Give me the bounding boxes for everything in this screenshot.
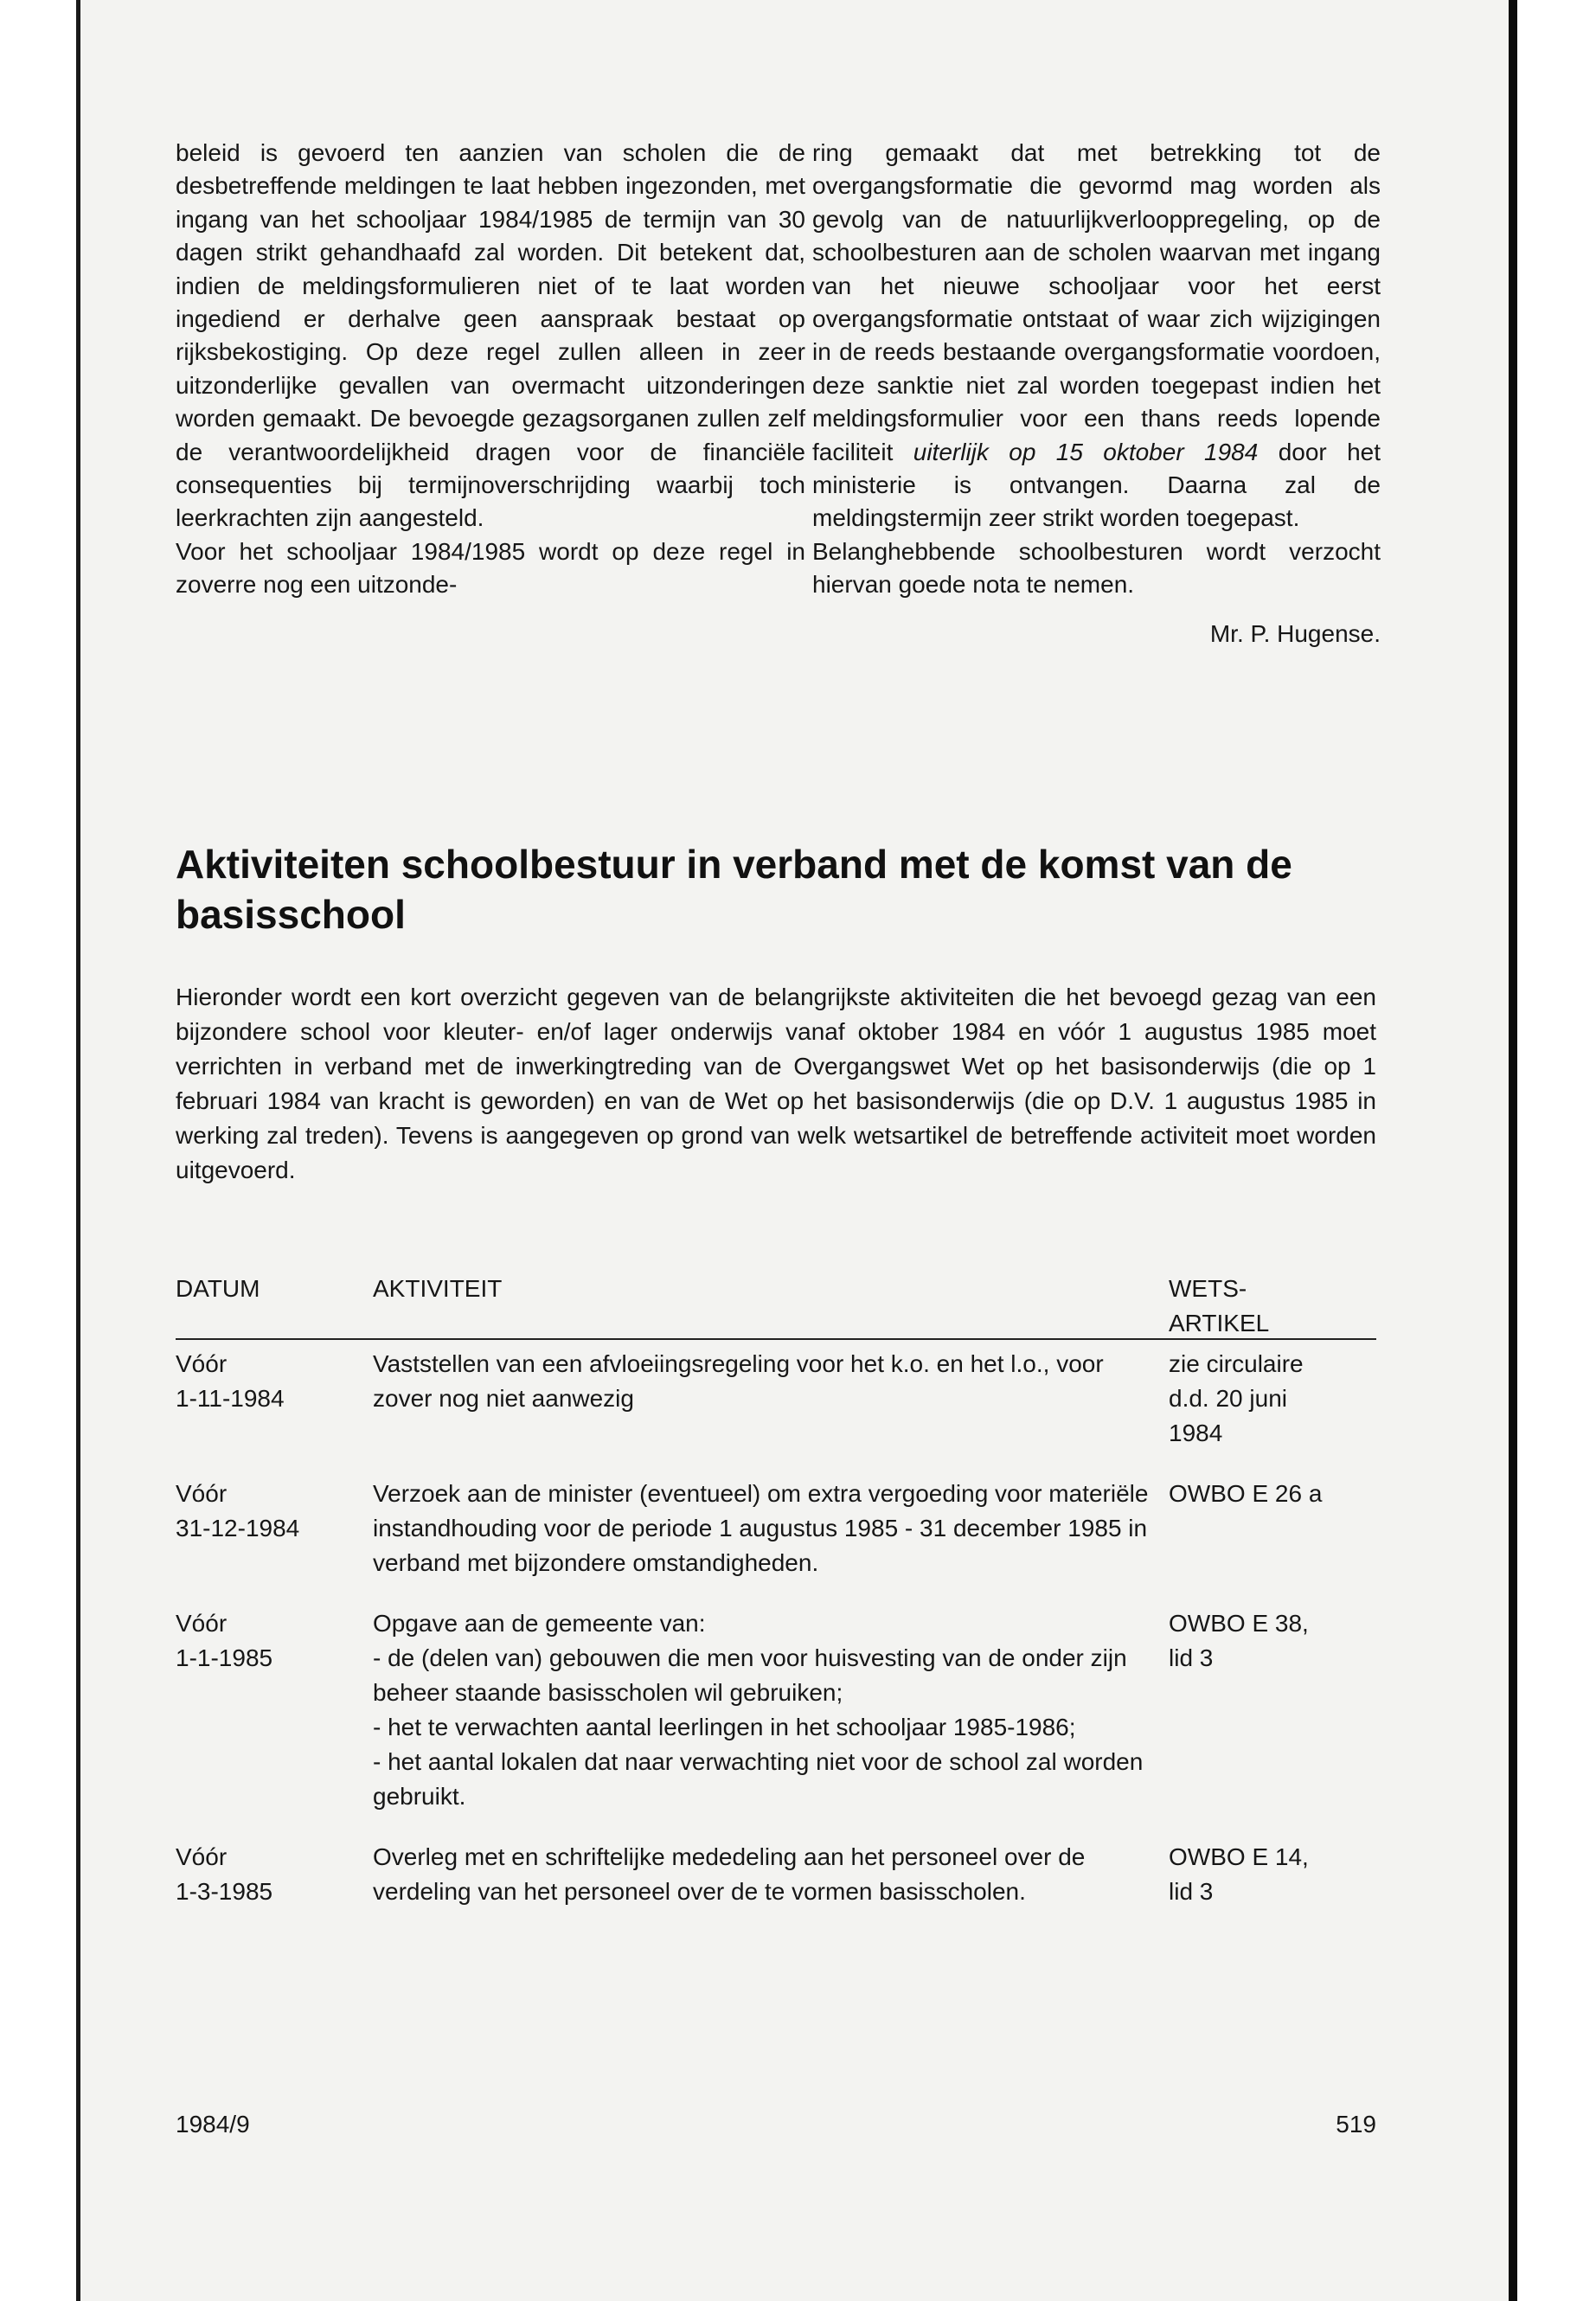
row-aktiviteit: Verzoek aan de minister (eventueel) om extra vergoeding voor materiële instandhouding voor de periode 1 augustus 1985 - 31 december 1985 in verband met bijzondere omstandigheden. <box>373 1480 1149 1576</box>
left-text-column <box>176 137 805 602</box>
header-datum: DATUM <box>176 1275 260 1302</box>
issue-number: 1984/9 <box>176 2111 250 2138</box>
row-aktiviteit: Vaststellen van een afvloeiingsregeling voor het k.o. en het l.o., voor zover nog niet aanwezig <box>373 1350 1104 1412</box>
left-paragraph-1: beleid is gevoerd ten aanzien van scholen die de desbetreffende meldingen te laat hebben ingezonden, met ingang van het schooljaar 1984/1985 de termijn van 30 dagen strikt gehandhaafd zal worden. Dit betekent dat, indien de meldingsformulieren niet of te laat worden ingediend er derhalve geen aanspraak bestaat op rijksbekostiging. Op deze regel zullen alleen in zeer uitzonderlijke gevallen van overmacht uitzonderingen worden gemaakt. De bevoegde gezagsorganen zullen zelf de verantwoordelijkheid dragen voor de financiële consequenties bij termijnoverschrijding waarbij toch leerkrachten zijn aangesteld. <box>176 139 805 532</box>
activities-table <box>176 1267 1376 1909</box>
intro-paragraph: Hieronder wordt een kort overzicht gegeven van de belangrijkste aktiviteiten die het bevoegd gezag van een bijzondere school voor kleuter- en/of lager onderwijs vanaf oktober 1984 en vóór 1 augustus 1985 moet verrichten in verband met de inwerkingtreding van de Overgangswet Wet op het basisonderwijs (die op 1 februari 1984 van kracht is geworden) en van de Wet op het basisonderwijs (die op D.V. 1 augustus 1985 in werking zal treden). Tevens is aangegeven op grond van welk wetsartikel de betreffende activiteit moet worden uitgevoerd. <box>176 984 1376 1183</box>
signature: Mr. P. Hugense. <box>1209 619 1381 647</box>
table-row <box>176 1840 1376 1909</box>
row-artikel: OWBO E 14, lid 3 <box>1169 1843 1309 1905</box>
document-page <box>76 0 1517 2301</box>
row-artikel: OWBO E 26 a <box>1169 1480 1323 1507</box>
row-aktiviteit: Overleg met en schriftelijke mededeling aan het personeel over de verdeling van het personeel over de te vormen basisscholen. <box>373 1843 1086 1905</box>
table-row <box>176 1347 1376 1451</box>
deadline-italic: uiterlijk op 15 oktober 1984 <box>913 438 1259 465</box>
row-datum: Vóór 1-3-1985 <box>176 1843 273 1905</box>
header-wetsartikel: WETS- ARTIKEL <box>1169 1275 1270 1336</box>
page-number: 519 <box>1336 2111 1376 2138</box>
row-datum: Vóór 1-11-1984 <box>176 1350 285 1412</box>
section-heading: Aktiviteiten schoolbestuur in verband met de komst van de basisschool <box>176 842 1292 937</box>
row-datum: Vóór 31-12-1984 <box>176 1480 300 1541</box>
table-row <box>176 1477 1376 1580</box>
row-datum: Vóór 1-1-1985 <box>176 1610 273 1671</box>
right-text-column <box>812 137 1381 651</box>
table-row <box>176 1606 1376 1814</box>
table-header <box>176 1267 1376 1340</box>
right-text-part2: door het ministerie is ontvangen. Daarna zal de meldingstermijn zeer strikt worden toegepast. <box>812 438 1381 532</box>
right-paragraph-2: Belanghebbende schoolbesturen wordt verzocht hiervan goede nota te nemen. <box>812 537 1381 599</box>
row-artikel: zie circulaire d.d. 20 juni 1984 <box>1169 1350 1304 1446</box>
right-paragraph-1 <box>812 137 1381 535</box>
right-text-part1: ring gemaakt dat met betrekking tot de overgangsformatie die gevormd mag worden als gevolg van de natuurlijkverlooppregeling, op de schoolbesturen aan de scholen waarvan met ingang van het nieuwe schooljaar voor het eerst overgangsformatie ontstaat of waar zich wijzigingen in de reeds bestaande overgangsformatie voordoen, deze sanktie niet zal worden toegepast indien het meldingsformulier voor een thans reeds lopende faciliteit <box>812 139 1381 465</box>
left-paragraph-2: Voor het schooljaar 1984/1985 wordt op deze regel in zoverre nog een uitzonde- <box>176 537 805 599</box>
row-artikel: OWBO E 38, lid 3 <box>1169 1610 1309 1671</box>
header-aktiviteit: AKTIVITEIT <box>373 1275 503 1302</box>
row-aktiviteit: Opgave aan de gemeente van: - de (delen van) gebouwen die men voor huisvesting van de onder zijn beheer staande basisscholen wil gebruiken; - het te verwachten aantal leerlingen in het schooljaar 1985-1986; - het aantal lokalen dat naar verwachting niet voor de school zal worden gebruikt. <box>373 1610 1144 1810</box>
